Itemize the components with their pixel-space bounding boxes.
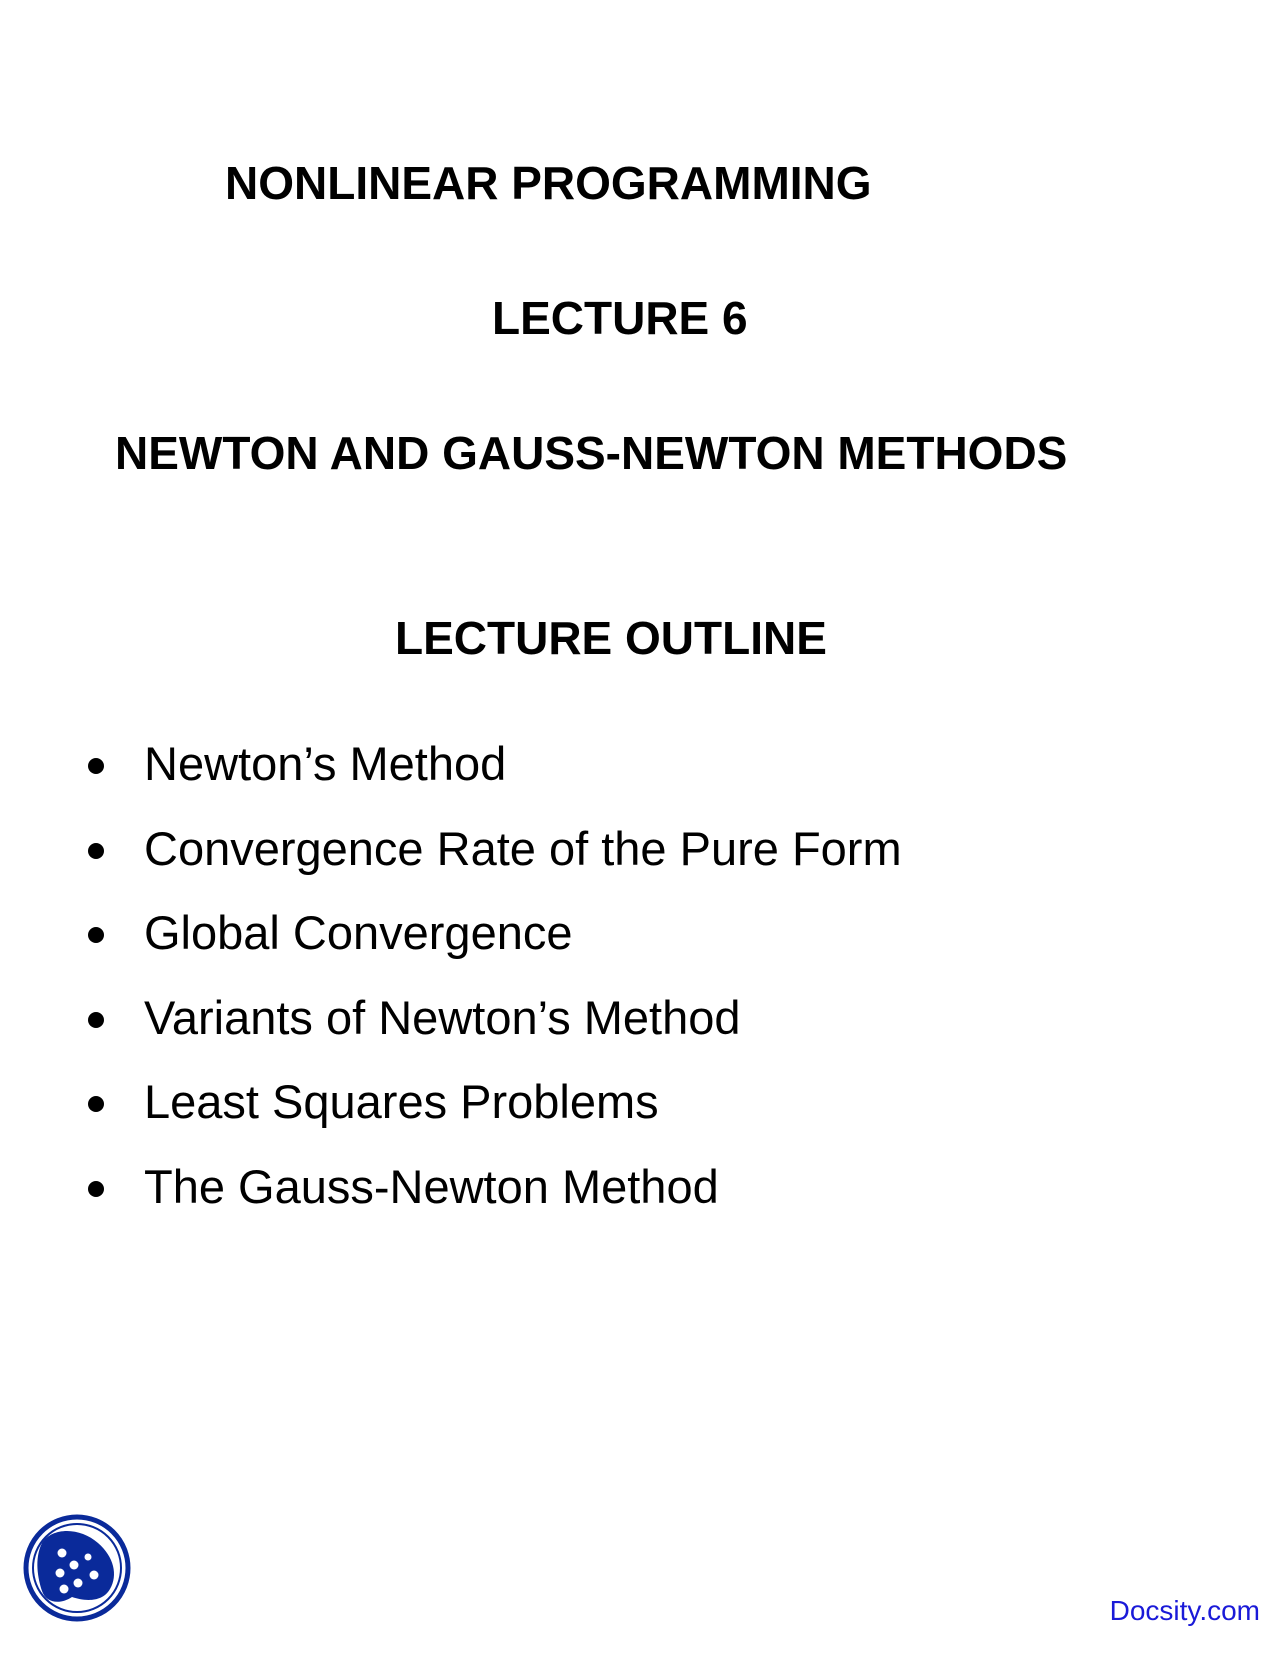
bullet-icon [88,758,104,774]
bullet-icon [88,843,104,859]
bullet-icon [88,1012,104,1028]
outline-item-text: Convergence Rate of the Pure Form [144,821,902,875]
outline-title: LECTURE OUTLINE [395,612,827,664]
docsity-brand-text: Docsity.com [1109,1595,1260,1626]
outline-item-text: Least Squares Problems [144,1075,659,1128]
bullet-icon [88,1096,104,1112]
bullet-icon [88,1181,104,1197]
docsity-logo-icon [22,1513,132,1623]
bullet-icon [88,927,104,943]
course-title: NONLINEAR PROGRAMMING [225,157,872,209]
outline-item-text: Newton’s Method [144,737,507,790]
lecture-topic: NEWTON AND GAUSS-NEWTON METHODS [115,427,1068,479]
outline-item-text: Variants of Newton’s Method [144,990,741,1044]
outline-item-text: The Gauss-Newton Method [144,1159,719,1213]
lecture-number: LECTURE 6 [492,292,748,344]
outline-item-text: Global Convergence [144,906,573,959]
